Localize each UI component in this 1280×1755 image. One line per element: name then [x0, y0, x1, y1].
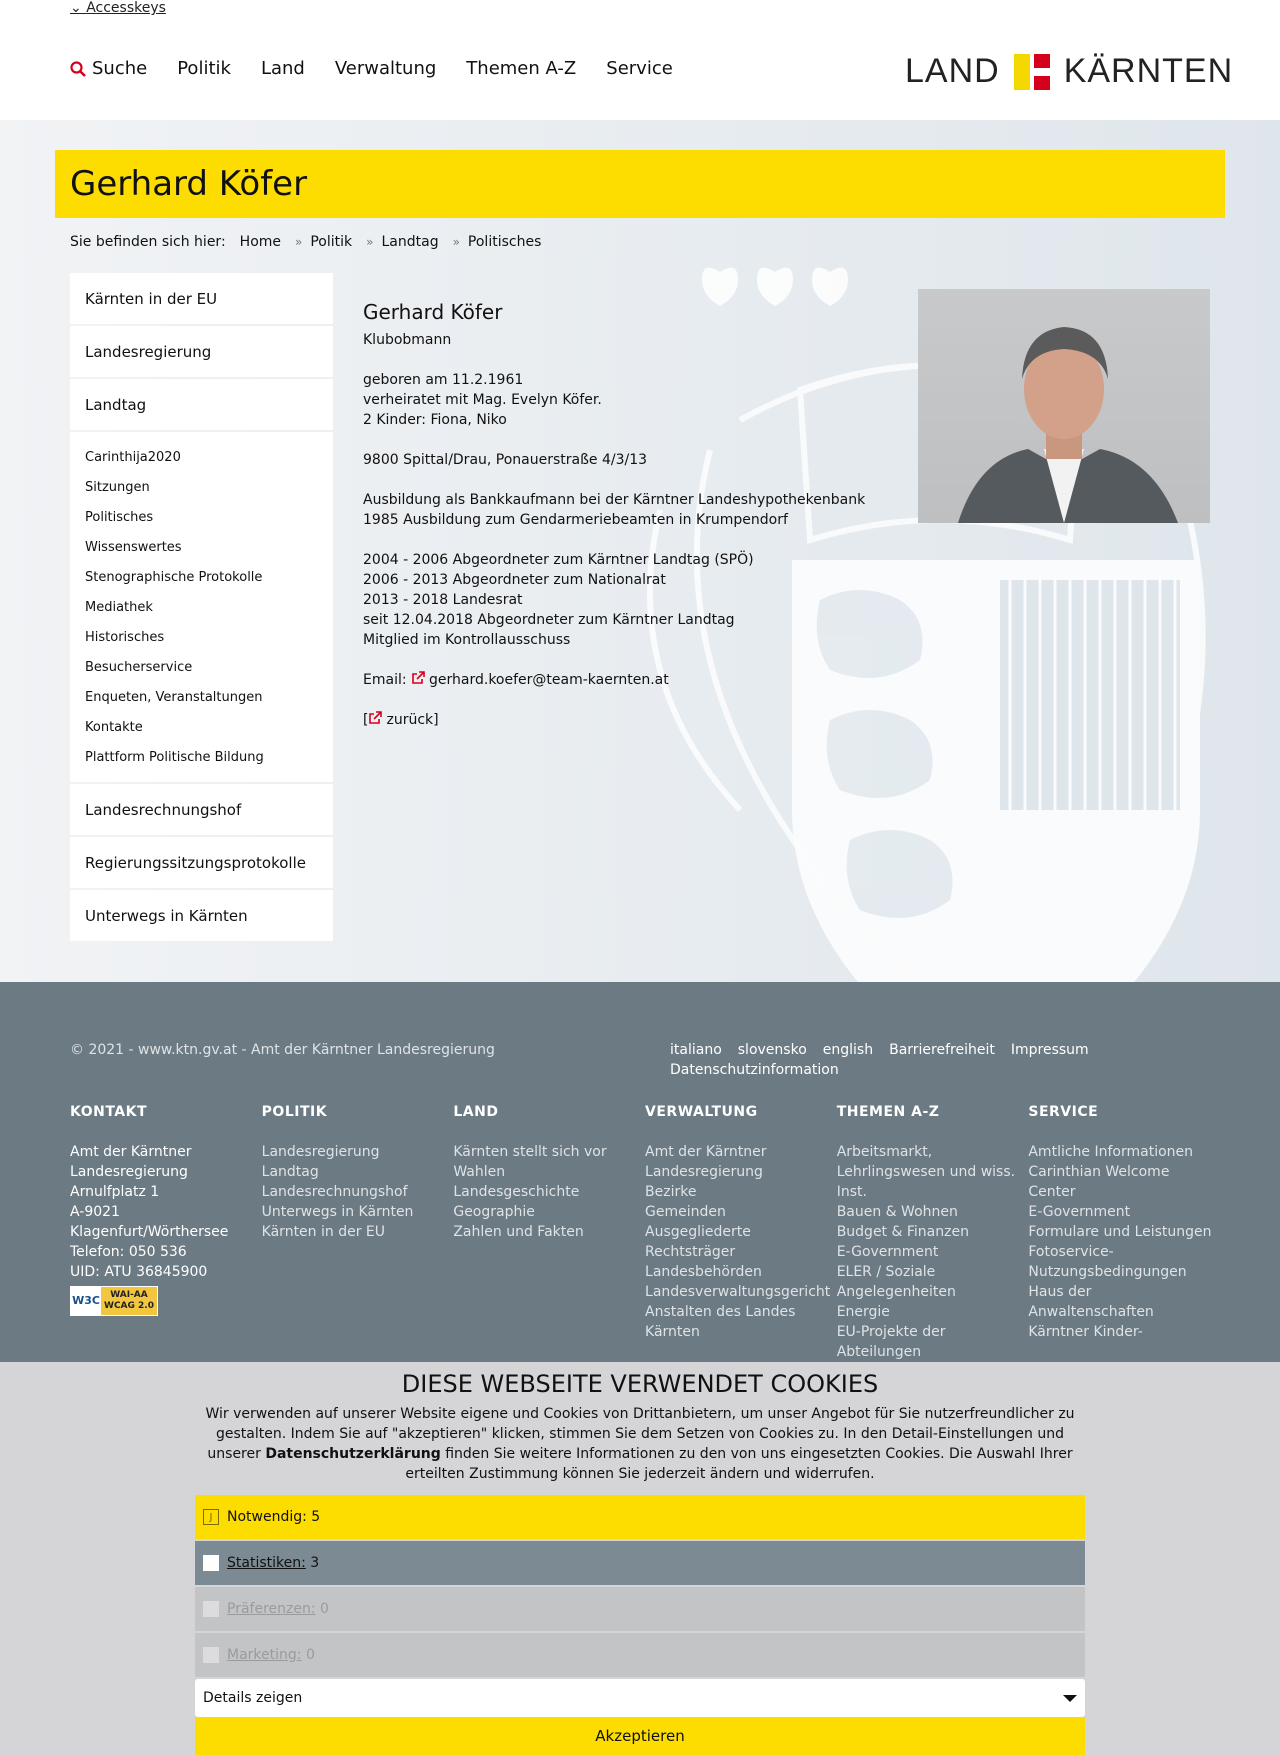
- footer-link-italiano[interactable]: italiano: [670, 1042, 722, 1058]
- cookie-description: Wir verwenden auf unserer Website eigene und Cookies von Drittanbietern, um unser Angebot für Sie nutzerfreundlicher zu gestalten. Indem Sie auf "akzeptieren" klicken, stimmen Sie dem Setzen von Cookies zu. In den Detail-Einstellungen und unserer Datenschutzerklärung finden Sie weitere Informationen zu den von uns eingesetzten Cookies. Die Auswahl Ihrer erteilten Zustimmung können Sie jederzeit ändern und widerrufen.: [205, 1406, 1075, 1482]
- site-logo[interactable]: LAND KÄRNTEN: [905, 52, 1234, 90]
- main-nav: [70, 58, 673, 79]
- sidebar-sub-plattform[interactable]: Plattform Politische Bildung: [85, 749, 264, 765]
- footer-col-verwaltung: VERWALTUNG Amt der Kärntner Landesregierung Bezirke Gemeinden Ausgegliederte Rechtsträger Landesbehörden Landesverwaltungsgericht Anstalten des Landes Kärnten: [645, 1104, 831, 1340]
- checkbox-checked-disabled: J: [203, 1509, 219, 1525]
- breadcrumb-politisches[interactable]: Politisches: [467, 234, 542, 250]
- email-line: Email: gerhard.koefer@team-kaernten.at: [363, 672, 669, 688]
- chevron-right-icon: »: [366, 235, 374, 249]
- footer-col-land: LAND Kärnten stellt sich vor Wahlen Landesgeschichte Geographie Zahlen und Fakten: [453, 1104, 607, 1240]
- sidebar-sub-kontakte[interactable]: Kontakte: [85, 719, 143, 735]
- sidebar-item-landtag[interactable]: Landtag: [70, 379, 333, 430]
- chevron-right-icon: »: [295, 235, 303, 249]
- sidebar-sub-sitzungen[interactable]: Sitzungen: [85, 479, 150, 495]
- main-content: [363, 302, 883, 750]
- footer-col-themen: THEMEN A-Z Arbeitsmarkt, Lehrlingswesen und wiss. Inst. Bauen & Wohnen Budget & Finanzen E-Government ELER / Soziale Angelegenheiten Energie EU-Projekte der Abteilungen: [836, 1104, 1016, 1360]
- external-link-icon: [368, 711, 382, 725]
- footer-link-english[interactable]: english: [822, 1042, 874, 1058]
- footer-links: [670, 1042, 1110, 1078]
- caret-down-icon: [1063, 1695, 1077, 1702]
- details-select[interactable]: Details zeigen: [195, 1679, 1085, 1717]
- nav-search[interactable]: Suche: [70, 58, 147, 79]
- cookie-option-notwendig: J Notwendig: 5: [195, 1495, 1085, 1539]
- accept-button[interactable]: Akzeptieren: [195, 1717, 1085, 1755]
- checkbox-statistiken[interactable]: [203, 1555, 219, 1571]
- personal-info: geboren am 11.2.1961 verheiratet mit Mag. Evelyn Köfer. 2 Kinder: Fiona, Niko: [363, 372, 602, 428]
- nav-themen[interactable]: Themen A-Z: [466, 58, 577, 79]
- sidebar-item-landesregierung[interactable]: Landesregierung: [70, 326, 333, 377]
- nav-verwaltung[interactable]: Verwaltung: [334, 58, 437, 79]
- chevron-down-icon: ⌄: [70, 0, 87, 16]
- page-title-bar: [55, 150, 1225, 218]
- copyright: © 2021 - www.ktn.gv.at - Amt der Kärntner Landesregierung: [70, 1042, 495, 1058]
- person-role: Klubobmann: [363, 332, 452, 348]
- sidebar-sub-protokolle[interactable]: Stenographische Protokolle: [85, 569, 263, 585]
- sidebar-item-regierungssitzungsprotokolle[interactable]: Regierungssitzungsprotokolle: [70, 837, 333, 888]
- logo-mark-icon: [1014, 54, 1050, 90]
- breadcrumb-politik[interactable]: Politik: [310, 234, 353, 250]
- email-link[interactable]: gerhard.koefer@team-kaernten.at: [429, 672, 669, 688]
- footer-col-service: SERVICE Amtliche Informationen Carinthian Welcome Center E-Government Formulare und Leistungen Fotoservice-Nutzungsbedingungen Haus der Anwaltenschaften Kärntner Kinder-: [1028, 1104, 1212, 1340]
- footer-columns: [70, 1102, 1220, 1362]
- education: Ausbildung als Bankkaufmann bei der Kärntner Landeshypothekenbank 1985 Ausbildung zum Gendarmeriebeamten in Krumpendorf: [363, 492, 866, 528]
- cookie-option-statistiken[interactable]: Statistiken: 3: [195, 1541, 1085, 1585]
- checkbox-marketing[interactable]: [203, 1647, 219, 1663]
- sidebar-sub-enqueten[interactable]: Enqueten, Veranstaltungen: [85, 689, 263, 705]
- sidebar-sub-politisches[interactable]: Politisches: [85, 509, 154, 525]
- sidebar-item-unterwegs[interactable]: Unterwegs in Kärnten: [70, 890, 333, 941]
- nav-land[interactable]: Land: [260, 58, 305, 79]
- checkbox-praeferenzen[interactable]: [203, 1601, 219, 1617]
- portrait-image: [918, 289, 1210, 523]
- address: 9800 Spittal/Drau, Ponauerstraße 4/3/13: [363, 452, 648, 468]
- footer-col-politik: POLITIK Landesregierung Landtag Landesrechnungshof Unterwegs in Kärnten Kärnten in der EU: [261, 1104, 414, 1240]
- footer-link-impressum[interactable]: Impressum: [1010, 1042, 1089, 1058]
- privacy-policy-link[interactable]: Datenschutzerklärung: [265, 1446, 441, 1462]
- breadcrumb-label: Sie befinden sich hier:: [70, 234, 226, 250]
- nav-politik[interactable]: Politik: [177, 58, 231, 79]
- sidebar-sub-carinthija[interactable]: Carinthija2020: [85, 449, 181, 465]
- footer-link-datenschutz[interactable]: Datenschutzinformation: [670, 1062, 839, 1078]
- sidebar-sub-wissenswertes[interactable]: Wissenswertes: [85, 539, 182, 555]
- wcag-badge[interactable]: W3C WAI-AA WCAG 2.0: [70, 1286, 158, 1316]
- back-line: [ zurück]: [363, 712, 439, 728]
- breadcrumb-home[interactable]: Home: [239, 234, 282, 250]
- person-name: Gerhard Köfer: [363, 300, 503, 324]
- back-link[interactable]: zurück: [386, 712, 434, 728]
- sidebar-item-eu[interactable]: Kärnten in der EU: [70, 273, 333, 324]
- person-photo: [918, 289, 1210, 523]
- cookie-option-marketing[interactable]: Marketing: 0: [195, 1633, 1085, 1677]
- sidebar: [70, 273, 333, 943]
- search-icon: [70, 61, 86, 77]
- accesskeys-link[interactable]: ⌄ Accesskeys: [70, 0, 166, 16]
- cookie-title: DIESE WEBSEITE VERWENDET COOKIES: [401, 1370, 879, 1398]
- chevron-right-icon: »: [452, 235, 460, 249]
- sidebar-item-landesrechnungshof[interactable]: Landesrechnungshof: [70, 784, 333, 835]
- footer-link-slovensko[interactable]: slovensko: [737, 1042, 807, 1058]
- sidebar-sublist: [70, 432, 333, 782]
- site-footer: [0, 982, 1280, 1362]
- breadcrumb: [70, 234, 541, 250]
- footer-col-kontakt: KONTAKT Amt der Kärntner Landesregierung Arnulfplatz 1 A-9021 Klagenfurt/Wörthersee Telefon: 050 536 UID: ATU 36845900 W3C WAI-AA WCAG 2.0: [70, 1102, 262, 1362]
- footer-link-barrierefreiheit[interactable]: Barrierefreiheit: [889, 1042, 995, 1058]
- career: 2004 - 2006 Abgeordneter zum Kärntner Landtag (SPÖ) 2006 - 2013 Abgeordneter zum Nationalrat 2013 - 2018 Landesrat seit 12.04.2018 Abgeordneter zum Kärntner Landtag Mitglied im Kontrollausschuss: [363, 552, 754, 648]
- cookie-option-praeferenzen[interactable]: Präferenzen: 0: [195, 1587, 1085, 1631]
- sidebar-sub-mediathek[interactable]: Mediathek: [85, 599, 153, 615]
- sidebar-sub-besucherservice[interactable]: Besucherservice: [85, 659, 193, 675]
- nav-service[interactable]: Service: [606, 58, 673, 79]
- external-link-icon: [411, 671, 425, 685]
- page-title: Gerhard Köfer: [70, 164, 308, 204]
- breadcrumb-landtag[interactable]: Landtag: [381, 234, 439, 250]
- sidebar-sub-historisches[interactable]: Historisches: [85, 629, 165, 645]
